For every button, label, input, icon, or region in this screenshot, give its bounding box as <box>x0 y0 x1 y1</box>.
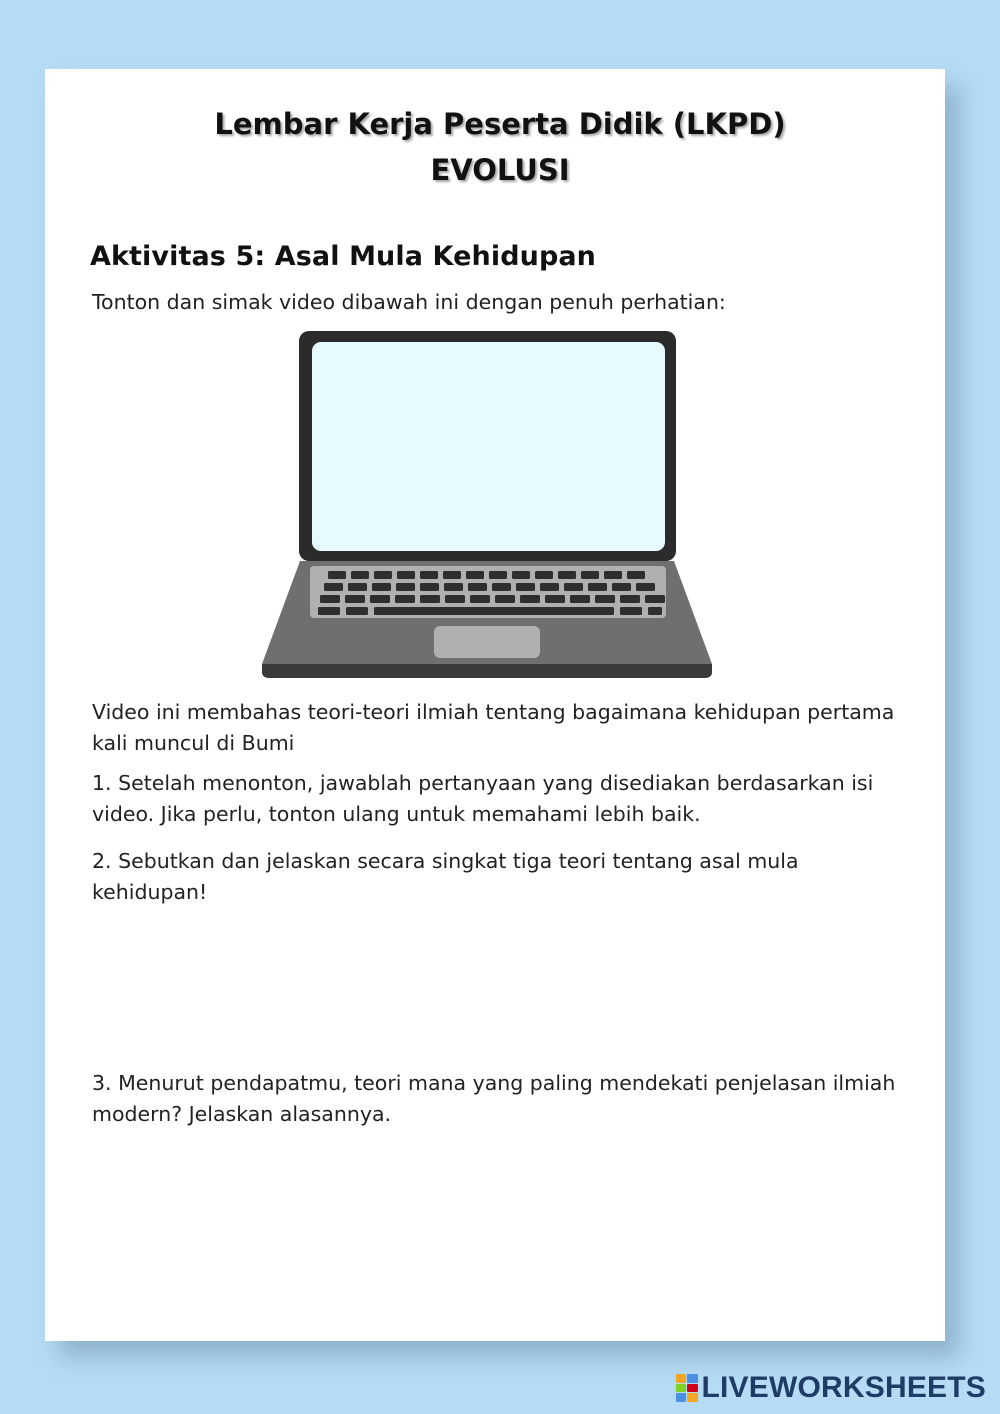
keyboard-key <box>470 595 490 603</box>
keyboard-key <box>351 571 369 579</box>
keyboard-key <box>420 583 439 591</box>
keyboard-key <box>372 583 391 591</box>
brand-name: LIVEWORKSHEETS <box>701 1371 986 1404</box>
keyboard-key <box>445 595 465 603</box>
keyboard-key <box>468 583 487 591</box>
keyboard-key <box>397 571 415 579</box>
keyboard-key <box>520 595 540 603</box>
keyboard-key <box>374 607 614 615</box>
keyboard-key <box>620 607 642 615</box>
keyboard-key <box>345 595 365 603</box>
keyboard-key <box>512 571 530 579</box>
keyboard-key <box>540 583 559 591</box>
keyboard-key <box>581 571 599 579</box>
keyboard-key <box>370 595 390 603</box>
keyboard-key <box>395 595 415 603</box>
keyboard-key <box>588 583 607 591</box>
keyboard-key <box>489 571 507 579</box>
keyboard-key <box>396 583 415 591</box>
video-description: Video ini membahas teori-teori ilmiah tentang bagaimana kehidupan pertama kali muncul di Bumi <box>92 700 895 755</box>
keyboard-key <box>420 595 440 603</box>
keyboard-key <box>443 571 461 579</box>
keyboard-key <box>324 583 343 591</box>
keyboard-key <box>604 571 622 579</box>
keyboard-key <box>595 595 615 603</box>
keyboard-key <box>570 595 590 603</box>
keyboard-key <box>420 571 438 579</box>
keyboard-key <box>516 583 535 591</box>
keyboard-key <box>320 595 340 603</box>
keyboard-key <box>636 583 655 591</box>
question-3: 3. Menurut pendapatmu, teori mana yang paling mendekati penjelasan ilmiah modern? Jelaskan alasannya. <box>92 1071 896 1126</box>
title-line-2: EVOLUSI <box>430 153 570 187</box>
keyboard-key <box>620 595 640 603</box>
keyboard-key <box>645 595 665 603</box>
keyboard-key <box>564 583 583 591</box>
keyboard-key <box>648 607 662 615</box>
instruction-text: Tonton dan simak video dibawah ini dengan penuh perhatian: <box>92 290 726 314</box>
keyboard-key <box>627 571 645 579</box>
keyboard-key <box>545 595 565 603</box>
keyboard-key <box>535 571 553 579</box>
question-1: 1. Setelah menonton, jawablah pertanyaan yang disediakan berdasarkan isi video. Jika perlu, tonton ulang untuk memahami lebih baik. <box>92 771 874 826</box>
keyboard-key <box>328 571 346 579</box>
question-2: 2. Sebutkan dan jelaskan secara singkat tiga teori tentang asal mula kehidupan! <box>92 849 799 904</box>
keyboard-key <box>374 571 392 579</box>
keyboard-key <box>466 571 484 579</box>
activity-heading: Aktivitas 5: Asal Mula Kehidupan <box>90 241 597 272</box>
keyboard-key <box>346 607 368 615</box>
page-title <box>0 101 1000 193</box>
title-line-1: Lembar Kerja Peserta Didik (LKPD) <box>214 107 786 141</box>
keyboard-key <box>558 571 576 579</box>
keyboard-key <box>318 607 340 615</box>
laptop-icon[interactable] <box>258 330 718 682</box>
liveworksheets-icon <box>676 1374 698 1402</box>
keyboard-key <box>492 583 511 591</box>
keyboard-key <box>444 583 463 591</box>
liveworksheets-logo[interactable] <box>676 1371 987 1405</box>
keyboard-key <box>612 583 631 591</box>
keyboard-key <box>348 583 367 591</box>
keyboard-key <box>495 595 515 603</box>
